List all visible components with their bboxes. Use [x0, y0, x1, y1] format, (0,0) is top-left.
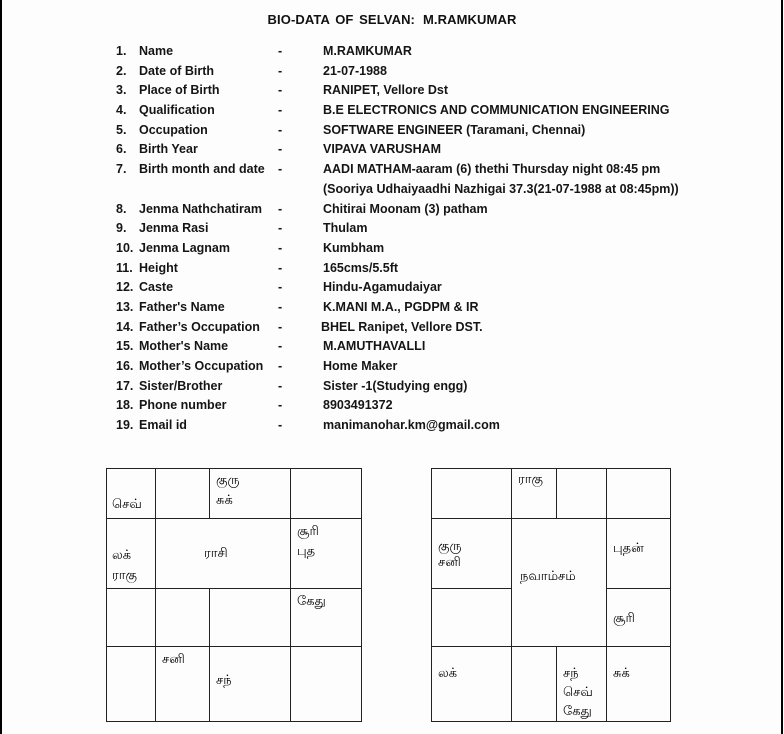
details-list: [0, 44, 784, 438]
detail-separator: -: [278, 63, 283, 78]
navamsa-cell: [431, 518, 512, 589]
planet-label: செவ்: [563, 684, 593, 699]
page-title: [0, 12, 784, 27]
detail-value: 21-07-1988: [323, 63, 387, 78]
detail-number: 8.: [116, 201, 127, 216]
rasi-cell: [290, 646, 362, 722]
detail-number: 12.: [116, 280, 134, 295]
detail-label: Jenma Rasi: [139, 221, 209, 236]
detail-row-jenma-rasi: [0, 221, 784, 241]
detail-row-caste: [0, 280, 784, 300]
detail-separator: -: [278, 319, 283, 334]
detail-separator: -: [278, 162, 283, 177]
navamsa-center-cell: [511, 518, 607, 647]
rasi-center-label: ராசி: [204, 545, 228, 560]
detail-label: Caste: [139, 280, 174, 295]
detail-label: Mother’s Occupation: [139, 359, 264, 373]
detail-value: BHEL Ranipet, Vellore DST.: [321, 319, 483, 334]
planet-label: கேது: [297, 593, 326, 608]
detail-separator: -: [278, 398, 283, 413]
rasi-cell: [290, 588, 362, 647]
detail-separator: -: [278, 339, 283, 354]
rasi-cell: [155, 588, 210, 647]
detail-separator: -: [278, 122, 283, 137]
detail-number: 2.: [116, 63, 127, 78]
planet-label: சூரி: [297, 523, 319, 538]
detail-separator: -: [278, 378, 283, 393]
navamsa-cell: [606, 646, 671, 722]
navamsa-cell: [511, 646, 557, 722]
navamsa-cell: [606, 518, 671, 589]
detail-separator: -: [278, 260, 283, 275]
detail-value: Hindu-Agamudaiyar: [323, 280, 442, 295]
detail-value: Home Maker: [323, 359, 398, 373]
planet-label: லக்: [112, 547, 132, 562]
detail-row-place-of-birth: [0, 83, 784, 103]
detail-separator: -: [278, 83, 283, 98]
detail-separator: -: [278, 359, 283, 373]
detail-row-fathers-name: [0, 300, 784, 320]
navamsa-cell: [556, 468, 607, 519]
detail-value-continuation: (Sooriya Udhaiyaadhi Nazhigai 37.3(21-07-1988 at 08:45pm)): [323, 181, 679, 196]
planet-label: சுக்: [613, 665, 630, 680]
detail-row-phone-number: [0, 398, 784, 418]
navamsa-cell: [431, 588, 512, 647]
rasi-cell: [155, 468, 210, 519]
navamsa-cell: [511, 468, 557, 519]
rasi-cell: [290, 468, 362, 519]
detail-label: Occupation: [139, 122, 208, 137]
detail-row-sister-brother: [0, 379, 784, 399]
title-prefix: BIO-DATA OF SELVAN:: [267, 12, 415, 27]
detail-value: B.E ELECTRONICS AND COMMUNICATION ENGINEERING: [323, 103, 670, 118]
planet-label: சனி: [162, 651, 185, 666]
detail-label: Email id: [139, 418, 187, 433]
detail-number: 13.: [116, 299, 134, 314]
planet-label: ராகு: [518, 471, 543, 486]
detail-label: Name: [139, 44, 174, 58]
title-name: M.RAMKUMAR: [423, 12, 517, 27]
detail-number: 9.: [116, 221, 127, 236]
detail-value: 165cms/5.5ft: [323, 260, 399, 275]
planet-label: புதன்: [613, 540, 644, 555]
planet-label: சந்: [563, 665, 579, 680]
planet-label: புத: [297, 543, 316, 558]
planet-label: சனி: [438, 554, 461, 569]
detail-number: 17.: [116, 378, 134, 393]
rasi-center-cell: [155, 518, 291, 589]
detail-row-mothers-name: [0, 339, 784, 359]
detail-number: 6.: [116, 142, 127, 157]
detail-separator: -: [278, 418, 283, 433]
detail-row-birth-month-date: [0, 162, 784, 182]
detail-label: Date of Birth: [139, 63, 214, 78]
detail-value: Chitirai Moonam (3) patham: [323, 201, 488, 216]
detail-row-name: [0, 44, 784, 64]
planet-label: சந்: [216, 672, 232, 687]
detail-row-height: [0, 261, 784, 281]
rasi-cell: [106, 646, 156, 722]
rasi-cell: [106, 518, 156, 589]
detail-value: M.RAMKUMAR: [323, 44, 412, 58]
navamsa-cell: [431, 646, 512, 722]
planet-label: குரு: [438, 538, 462, 553]
detail-number: 18.: [116, 398, 134, 413]
detail-label: Jenma Lagnam: [139, 240, 231, 255]
detail-separator: -: [278, 44, 283, 58]
navamsa-cell: [556, 646, 607, 722]
rasi-cell: [209, 468, 291, 519]
detail-separator: -: [278, 240, 283, 255]
detail-number: 11.: [116, 260, 133, 275]
detail-label: Mother's Name: [139, 339, 229, 354]
detail-value: VIPAVA VARUSHAM: [323, 142, 442, 157]
detail-number: 15.: [116, 339, 134, 354]
navamsa-cell: [606, 588, 671, 647]
detail-separator: -: [278, 103, 283, 118]
rasi-cell: [106, 468, 156, 519]
detail-number: 14.: [116, 319, 134, 334]
detail-value: manimanohar.km@gmail.com: [323, 418, 500, 433]
detail-separator: -: [278, 280, 283, 295]
detail-label: Phone number: [139, 398, 227, 413]
detail-separator: -: [278, 201, 283, 216]
detail-row-qualification: [0, 103, 784, 123]
detail-label: Sister/Brother: [139, 378, 223, 393]
navamsa-cell: [606, 468, 671, 519]
detail-number: 5.: [116, 122, 127, 137]
planet-label: சூரி: [613, 610, 635, 625]
rasi-cell: [209, 588, 291, 647]
planet-label: ராகு: [112, 567, 137, 582]
detail-label: Birth month and date: [139, 162, 265, 177]
detail-label: Father’s Occupation: [139, 319, 260, 334]
rasi-cell: [290, 518, 362, 589]
detail-value: M.AMUTHAVALLI: [323, 339, 426, 354]
detail-number: 7.: [116, 162, 127, 177]
detail-label: Place of Birth: [139, 83, 220, 98]
detail-row-date-of-birth: [0, 64, 784, 84]
detail-label: Height: [139, 260, 178, 275]
detail-label: Qualification: [139, 103, 215, 118]
detail-label: Father's Name: [139, 299, 225, 314]
detail-row-jenma-lagnam: [0, 241, 784, 261]
planet-label: சுக்: [216, 492, 233, 507]
detail-row-jenma-nathchatiram: [0, 202, 784, 222]
detail-label: Jenma Nathchatiram: [139, 201, 262, 216]
detail-row-birth-month-date-continued: [0, 182, 784, 202]
detail-row-birth-year: [0, 142, 784, 162]
detail-separator: -: [278, 299, 283, 314]
detail-number: 10.: [116, 240, 134, 255]
detail-value: RANIPET, Vellore Dst: [323, 83, 449, 98]
detail-value: AADI MATHAM-aaram (6) thethi Thursday night 08:45 pm: [323, 162, 661, 177]
detail-value: Thulam: [323, 221, 368, 236]
planet-label: கேது: [563, 703, 592, 718]
detail-value: Kumbham: [323, 240, 385, 255]
rasi-cell: [106, 588, 156, 647]
detail-value: 8903491372: [323, 398, 393, 413]
detail-row-email: [0, 418, 784, 438]
detail-label: Birth Year: [139, 142, 198, 157]
navamsa-center-label: நவாம்சம்: [520, 568, 576, 583]
navamsa-cell: [431, 468, 512, 519]
detail-value: K.MANI M.A., PGDPM & IR: [323, 299, 479, 314]
detail-number: 4.: [116, 103, 127, 118]
planet-label: செவ்: [112, 496, 142, 511]
detail-separator: -: [278, 142, 283, 157]
detail-value: SOFTWARE ENGINEER (Taramani, Chennai): [323, 122, 586, 137]
detail-number: 16.: [116, 359, 134, 373]
detail-row-fathers-occupation: [0, 320, 784, 340]
planet-label: லக்: [438, 665, 458, 680]
detail-number: 19.: [116, 418, 134, 433]
detail-number: 1.: [116, 44, 127, 58]
detail-row-mothers-occupation: [0, 359, 784, 379]
rasi-cell: [209, 646, 291, 722]
detail-value: Sister -1(Studying engg): [323, 378, 468, 393]
planet-label: குரு: [216, 472, 240, 487]
detail-separator: -: [278, 221, 283, 236]
detail-row-occupation: [0, 123, 784, 143]
detail-number: 3.: [116, 83, 127, 98]
rasi-cell: [155, 646, 210, 722]
